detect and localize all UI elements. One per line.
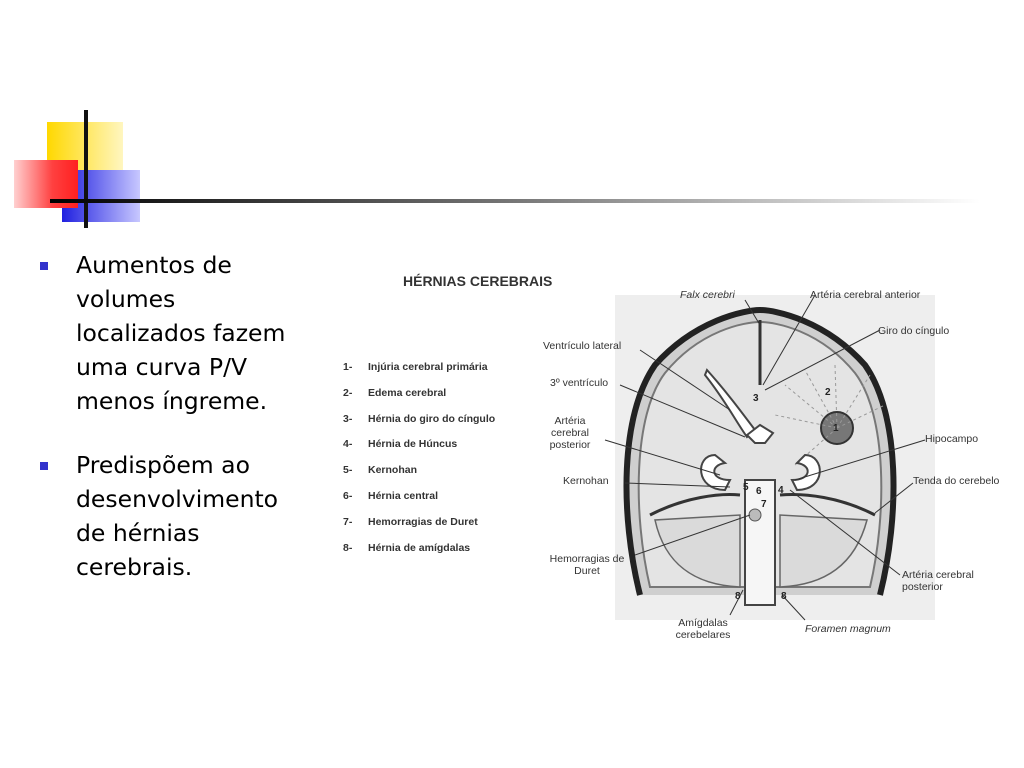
bullet-text: Aumentos de volumes localizados fazem uma curva P/V menos íngreme. [76, 251, 286, 415]
brainstem [745, 480, 775, 605]
legend-row [343, 542, 495, 568]
label-kernohan: Kernohan [563, 475, 609, 487]
bullet-text: Predispõem ao desenvolvimento de hérnias cerebrais. [76, 451, 279, 581]
label-giro-cingulo: Giro do cíngulo [878, 325, 950, 337]
marker-3: 3 [753, 393, 759, 404]
label-hemorragias-duret: Hemorragias de Duret [549, 553, 625, 577]
label-terceiro-ventriculo: 3º ventrículo [550, 377, 609, 389]
bullet-square-icon [40, 462, 48, 470]
legend-number: 6- [343, 489, 353, 502]
bullet-list [40, 248, 310, 614]
legend-row [343, 438, 495, 464]
legend-number: 5- [343, 464, 353, 477]
legend-row [343, 361, 495, 387]
brain-herniation-figure [335, 265, 1024, 660]
label-ventriculo-lateral: Ventrículo lateral [543, 340, 622, 352]
bullet-item [40, 248, 310, 418]
legend-text: Hérnia central [368, 489, 439, 502]
legend-text: Hérnia de Húncus [368, 438, 458, 451]
legend-number: 3- [343, 412, 353, 425]
legend-text: Injúria cerebral primária [368, 361, 488, 373]
legend-row [343, 387, 495, 413]
legend-number: 4- [343, 438, 353, 451]
legend-text: Kernohan [368, 464, 418, 477]
marker-7: 7 [761, 499, 767, 510]
marker-6: 6 [756, 486, 762, 497]
legend-text: Hérnia do giro do cíngulo [368, 412, 496, 425]
label-arteria-posterior-left: Artéria cerebral posterior [549, 415, 591, 451]
legend-row [343, 490, 495, 516]
legend-text: Hemorragias de Duret [368, 515, 478, 528]
title-ornament [0, 0, 1024, 240]
figure-legend [343, 361, 495, 567]
legend-number: 2- [343, 386, 353, 399]
label-amigdalas: Amígdalas cerebelares [675, 617, 731, 641]
label-tenda-cerebelo: Tenda do cerebelo [913, 475, 1000, 487]
legend-text: Hérnia de amígdalas [368, 541, 471, 554]
legend-row [343, 516, 495, 542]
figure-title: HÉRNIAS CEREBRAIS [403, 273, 553, 289]
marker-4: 4 [778, 485, 784, 496]
legend-row [343, 413, 495, 439]
bullet-item [40, 448, 310, 584]
vertical-bar [84, 110, 88, 228]
label-arteria-posterior-right: Artéria cerebral posterior [902, 569, 974, 593]
label-foramen-magnum: Foramen magnum [805, 623, 891, 635]
marker-1: 1 [833, 423, 839, 434]
legend-number: 8- [343, 541, 353, 554]
marker-5: 5 [743, 482, 749, 493]
legend-text: Edema cerebral [368, 386, 447, 399]
legend-row [343, 464, 495, 490]
label-arteria-anterior: Artéria cerebral anterior [810, 289, 921, 301]
duret-hemorrhage [749, 509, 761, 521]
label-hipocampo: Hipocampo [925, 433, 979, 445]
marker-8-left: 8 [735, 591, 741, 602]
bullet-square-icon [40, 262, 48, 270]
label-falx-cerebri: Falx cerebri [680, 289, 735, 301]
horizontal-rule [50, 199, 980, 203]
legend-number: 7- [343, 515, 353, 528]
legend-number: 1- [343, 361, 353, 373]
marker-8-right: 8 [781, 591, 787, 602]
marker-2: 2 [825, 387, 831, 398]
